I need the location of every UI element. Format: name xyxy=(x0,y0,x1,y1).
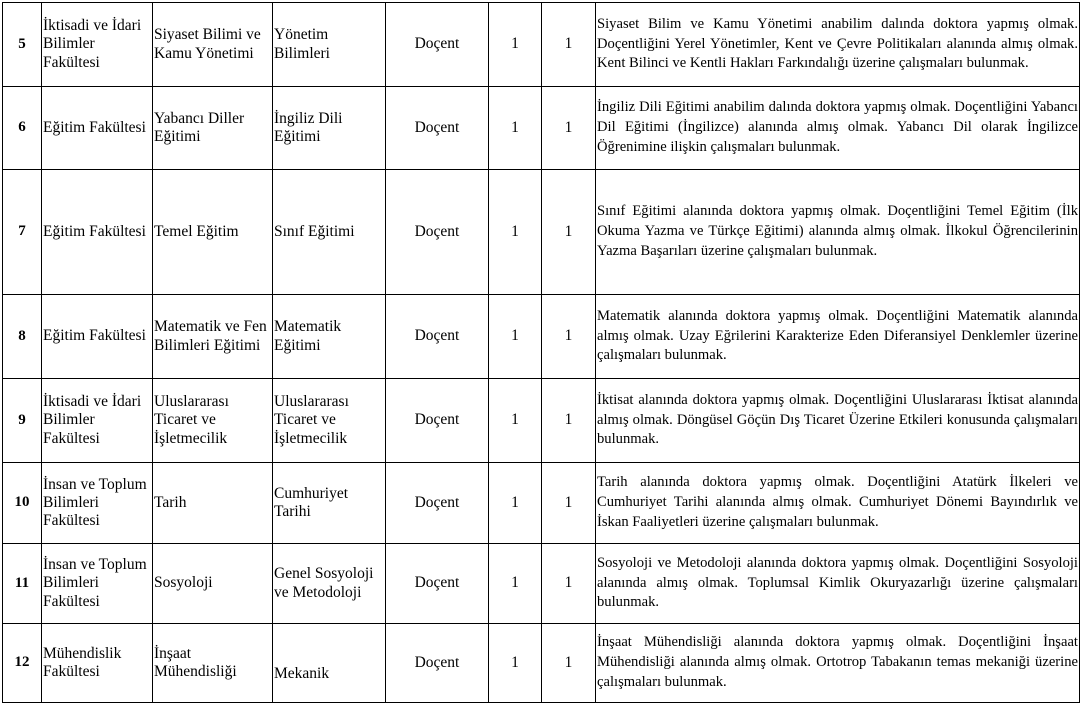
table-row xyxy=(3,379,1080,463)
title-cell: Doçent xyxy=(386,463,489,544)
count-cell: 1 xyxy=(489,544,542,624)
count-cell: 1 xyxy=(542,3,596,87)
faculty-cell: İktisadi ve İdari Bilimler Fakültesi xyxy=(42,3,153,87)
row-number: 12 xyxy=(3,624,42,703)
department-cell: Siyaset Bilimi ve Kamu Yönetimi xyxy=(153,3,273,87)
row-number: 6 xyxy=(3,87,42,170)
faculty-positions-table xyxy=(2,2,1080,703)
title-cell: Doçent xyxy=(386,170,489,295)
faculty-cell: Eğitim Fakültesi xyxy=(42,295,153,379)
count-cell: 1 xyxy=(489,170,542,295)
title-cell: Doçent xyxy=(386,379,489,463)
table-row xyxy=(3,624,1080,703)
requirement-cell: İktisat alanında doktora yapmış olmak. Doçentliğini Uluslararası İktisat alanında almış olmak. Döngüsel Göçün Dış Ticaret Üzerine Etkileri konusunda çalışmaları bulunmak. xyxy=(596,379,1080,463)
count-cell: 1 xyxy=(489,295,542,379)
count-cell: 1 xyxy=(542,379,596,463)
department-cell: Yabancı Diller Eğitimi xyxy=(153,87,273,170)
title-cell: Doçent xyxy=(386,3,489,87)
table-body xyxy=(3,3,1080,703)
program-cell: Cumhuriyet Tarihi xyxy=(273,463,386,544)
table-row xyxy=(3,3,1080,87)
row-number: 8 xyxy=(3,295,42,379)
requirement-cell: Siyaset Bilim ve Kamu Yönetimi anabilim dalında doktora yapmış olmak. Doçentliğini Yerel Yönetimler, Kent ve Çevre Politikaları alanında almış olmak. Kent Bilinci ve Kentli Hakları Farkındalığı üzerine çalışmaları bulunmak. xyxy=(596,3,1080,87)
title-cell: Doçent xyxy=(386,544,489,624)
count-cell: 1 xyxy=(542,544,596,624)
count-cell: 1 xyxy=(542,170,596,295)
program-cell: Genel Sosyoloji ve Metodoloji xyxy=(273,544,386,624)
count-cell: 1 xyxy=(489,379,542,463)
count-cell: 1 xyxy=(489,463,542,544)
program-cell: İngiliz Dili Eğitimi xyxy=(273,87,386,170)
department-cell: İnşaat Mühendisliği xyxy=(153,624,273,703)
faculty-cell: Mühendislik Fakültesi xyxy=(42,624,153,703)
program-cell: Yönetim Bilimleri xyxy=(273,3,386,87)
table-row xyxy=(3,295,1080,379)
department-cell: Sosyoloji xyxy=(153,544,273,624)
requirement-cell: Sınıf Eğitimi alanında doktora yapmış olmak. Doçentliğini Temel Eğitim (İlk Okuma Yazma ve Türkçe Eğitimi) alanında almış olmak. İlkokul Öğrencilerinin Yazma Başarıları üzerine çalışmaları bulunmak. xyxy=(596,170,1080,295)
table-row xyxy=(3,87,1080,170)
faculty-cell: Eğitim Fakültesi xyxy=(42,87,153,170)
table-row xyxy=(3,170,1080,295)
department-cell: Tarih xyxy=(153,463,273,544)
program-cell: Mekanik xyxy=(273,624,386,703)
department-cell: Matematik ve Fen Bilimleri Eğitimi xyxy=(153,295,273,379)
row-number: 11 xyxy=(3,544,42,624)
faculty-cell: İnsan ve Toplum Bilimleri Fakültesi xyxy=(42,544,153,624)
row-number: 9 xyxy=(3,379,42,463)
requirement-cell: İngiliz Dili Eğitimi anabilim dalında doktora yapmış olmak. Doçentliğini Yabancı Dil Eğitimi (İngilizce) alanında almış olmak. Yabancı Dil olarak İngilizce Öğrenimine ilişkin çalışmaları bulunmak. xyxy=(596,87,1080,170)
row-number: 5 xyxy=(3,3,42,87)
count-cell: 1 xyxy=(542,624,596,703)
count-cell: 1 xyxy=(489,87,542,170)
count-cell: 1 xyxy=(542,295,596,379)
table-row xyxy=(3,463,1080,544)
row-number: 10 xyxy=(3,463,42,544)
program-cell: Sınıf Eğitimi xyxy=(273,170,386,295)
program-cell: Uluslararası Ticaret ve İşletmecilik xyxy=(273,379,386,463)
requirement-cell: Sosyoloji ve Metodoloji alanında doktora yapmış olmak. Doçentliğini Sosyoloji alanında almış olmak. Toplumsal Kimlik Okuryazarlığı üzerine çalışmaları bulunmak. xyxy=(596,544,1080,624)
requirement-cell: Matematik alanında doktora yapmış olmak. Doçentliğini Matematik alanında almış olmak. Uzay Eğrilerini Karakterize Eden Diferansiyel Denklemler üzerine çalışmaları bulunmak. xyxy=(596,295,1080,379)
table-row xyxy=(3,544,1080,624)
title-cell: Doçent xyxy=(386,624,489,703)
count-cell: 1 xyxy=(489,624,542,703)
title-cell: Doçent xyxy=(386,87,489,170)
program-cell: Matematik Eğitimi xyxy=(273,295,386,379)
row-number: 7 xyxy=(3,170,42,295)
faculty-cell: İnsan ve Toplum Bilimleri Fakültesi xyxy=(42,463,153,544)
count-cell: 1 xyxy=(489,3,542,87)
count-cell: 1 xyxy=(542,87,596,170)
department-cell: Uluslararası Ticaret ve İşletmecilik xyxy=(153,379,273,463)
requirement-cell: Tarih alanında doktora yapmış olmak. Doçentliğini Atatürk İlkeleri ve Cumhuriyet Tarihi alanında almış olmak. Cumhuriyet Dönemi Bayındırlık ve İskan Faaliyetleri üzerine çalışmaları bulunmak. xyxy=(596,463,1080,544)
title-cell: Doçent xyxy=(386,295,489,379)
faculty-cell: Eğitim Fakültesi xyxy=(42,170,153,295)
requirement-cell: İnşaat Mühendisliği alanında doktora yapmış olmak. Doçentliğini İnşaat Mühendisliği alanında almış olmak. Ortotrop Tabakanın temas mekaniği üzerine çalışmaları bulunmak. xyxy=(596,624,1080,703)
faculty-cell: İktisadi ve İdari Bilimler Fakültesi xyxy=(42,379,153,463)
count-cell: 1 xyxy=(542,463,596,544)
department-cell: Temel Eğitim xyxy=(153,170,273,295)
